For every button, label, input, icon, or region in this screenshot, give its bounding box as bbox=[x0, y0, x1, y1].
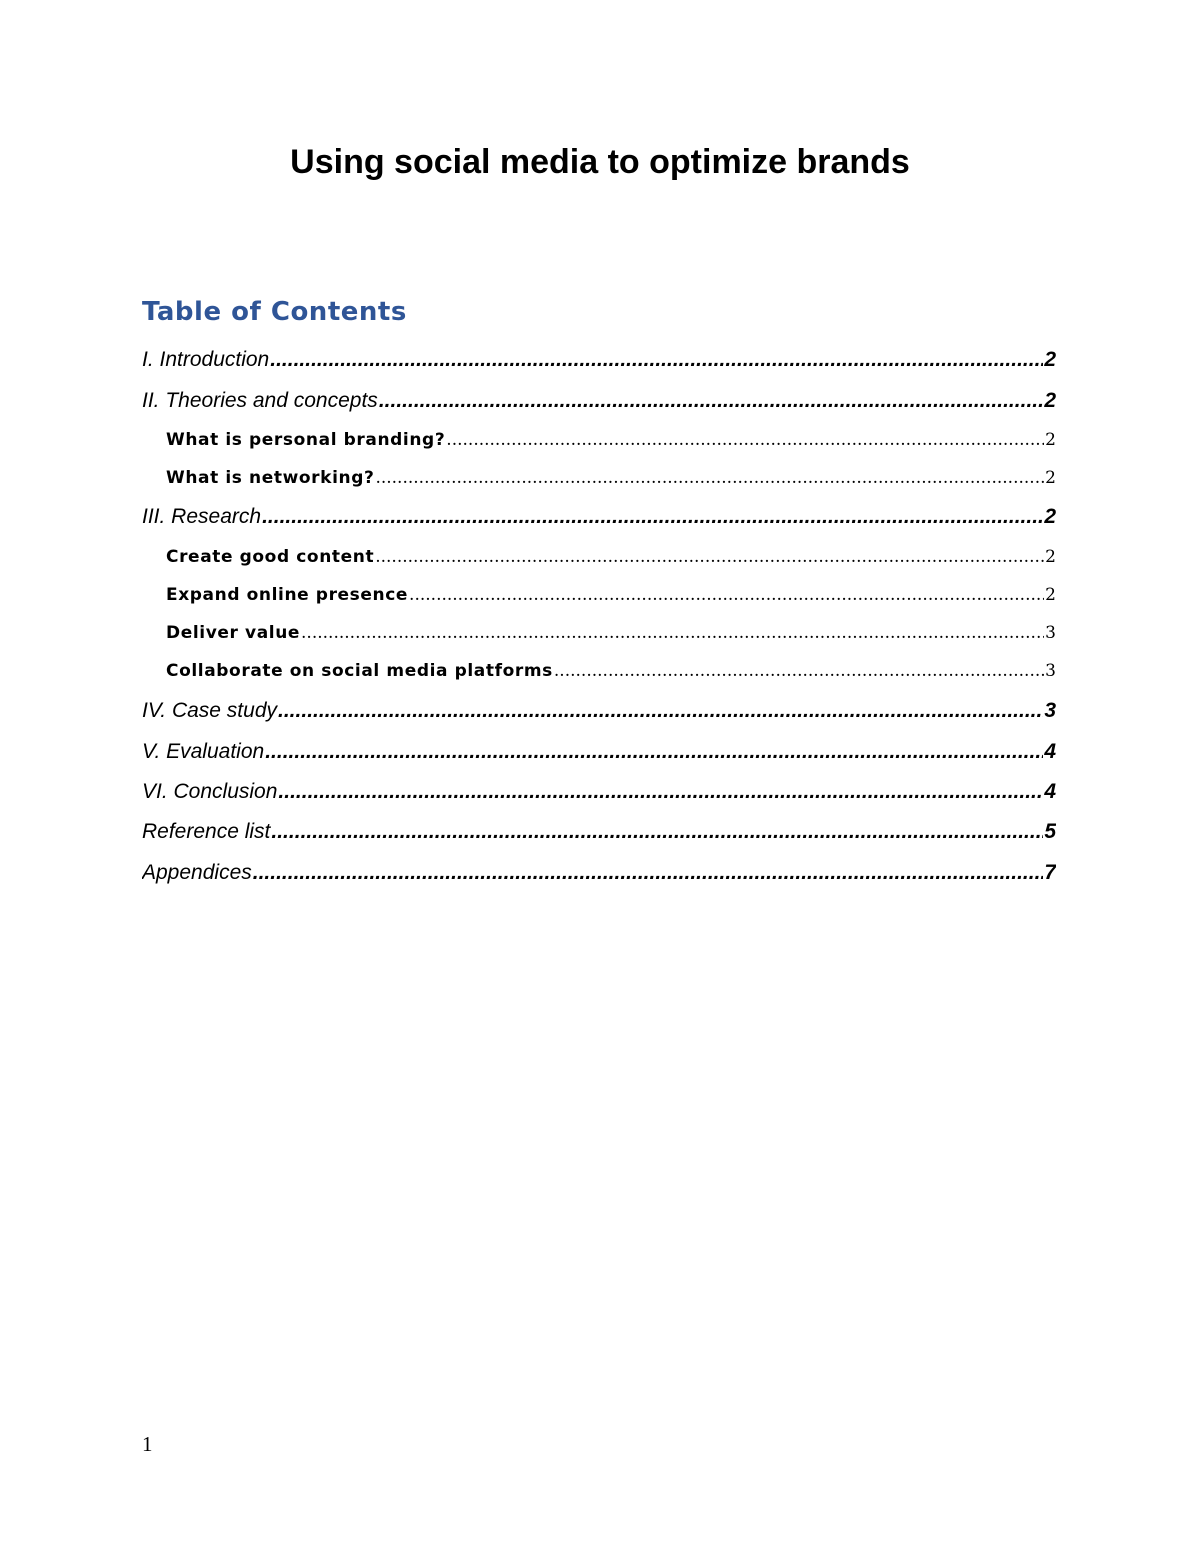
dot-leader bbox=[278, 697, 1043, 725]
toc-entry-label: III. Research bbox=[142, 505, 262, 528]
dot-leader bbox=[379, 387, 1044, 415]
dot-leader bbox=[270, 346, 1043, 374]
toc-entry-label: Expand online presence bbox=[166, 585, 409, 605]
footer-page-number: 1 bbox=[142, 1432, 153, 1456]
toc-entry-label: I. Introduction bbox=[142, 348, 270, 371]
dot-leader bbox=[301, 621, 1044, 645]
toc-entry-introduction[interactable] bbox=[142, 346, 1056, 374]
toc-entry-create-good-content[interactable] bbox=[166, 545, 1056, 569]
toc-entry-label: Deliver value bbox=[166, 623, 301, 643]
toc-entry-page: 3 bbox=[1045, 661, 1056, 681]
toc-entry-expand-online-presence[interactable] bbox=[166, 583, 1056, 607]
document-title: Using social media to optimize brands bbox=[290, 143, 910, 181]
toc-entry-page: 2 bbox=[1044, 505, 1056, 528]
toc-entry-collaborate[interactable] bbox=[166, 659, 1056, 683]
toc-entry-label: IV. Case study bbox=[142, 699, 278, 722]
toc-entry-networking[interactable] bbox=[166, 466, 1056, 490]
toc-entry-page: 2 bbox=[1045, 585, 1056, 605]
toc-entry-page: 2 bbox=[1044, 389, 1056, 412]
dot-leader bbox=[278, 778, 1043, 806]
dot-leader bbox=[271, 818, 1043, 846]
toc-entry-theories-and-concepts[interactable] bbox=[142, 387, 1056, 415]
toc-heading: Table of Contents bbox=[142, 297, 407, 327]
toc-entry-appendices[interactable] bbox=[142, 859, 1056, 887]
toc-entry-page: 7 bbox=[1044, 861, 1056, 884]
toc-entry-page: 4 bbox=[1044, 780, 1056, 803]
toc-entry-label: V. Evaluation bbox=[142, 740, 265, 763]
toc-entry-label: What is personal branding? bbox=[166, 430, 446, 450]
dot-leader bbox=[409, 583, 1044, 607]
dot-leader bbox=[446, 428, 1044, 452]
toc-entry-reference-list[interactable] bbox=[142, 818, 1056, 846]
toc-entry-page: 2 bbox=[1045, 547, 1056, 567]
toc-entry-label: VI. Conclusion bbox=[142, 780, 278, 803]
toc-entry-page: 5 bbox=[1044, 820, 1056, 843]
dot-leader bbox=[262, 503, 1043, 531]
toc-entry-page: 2 bbox=[1045, 430, 1056, 450]
toc-entry-deliver-value[interactable] bbox=[166, 621, 1056, 645]
toc-entry-label: Collaborate on social media platforms bbox=[166, 661, 553, 681]
dot-leader bbox=[265, 738, 1043, 766]
toc-entry-page: 3 bbox=[1044, 699, 1056, 722]
toc-entry-page: 3 bbox=[1045, 623, 1056, 643]
toc-entry-page: 4 bbox=[1044, 740, 1056, 763]
toc-entry-label: II. Theories and concepts bbox=[142, 389, 378, 412]
toc-entry-case-study[interactable] bbox=[142, 697, 1056, 725]
dot-leader bbox=[375, 545, 1044, 569]
toc-entry-conclusion[interactable] bbox=[142, 778, 1056, 806]
dot-leader bbox=[253, 859, 1044, 887]
toc-entry-label: Appendices bbox=[142, 861, 252, 884]
toc-entry-personal-branding[interactable] bbox=[166, 428, 1056, 452]
dot-leader bbox=[375, 466, 1044, 490]
toc-entry-label: What is networking? bbox=[166, 468, 375, 488]
toc-entry-page: 2 bbox=[1045, 468, 1056, 488]
toc-entry-label: Reference list bbox=[142, 820, 271, 843]
dot-leader bbox=[554, 659, 1044, 683]
toc-entry-page: 2 bbox=[1044, 348, 1056, 371]
toc-entry-label: Create good content bbox=[166, 547, 375, 567]
toc-entry-research[interactable] bbox=[142, 503, 1056, 531]
toc-entry-evaluation[interactable] bbox=[142, 738, 1056, 766]
